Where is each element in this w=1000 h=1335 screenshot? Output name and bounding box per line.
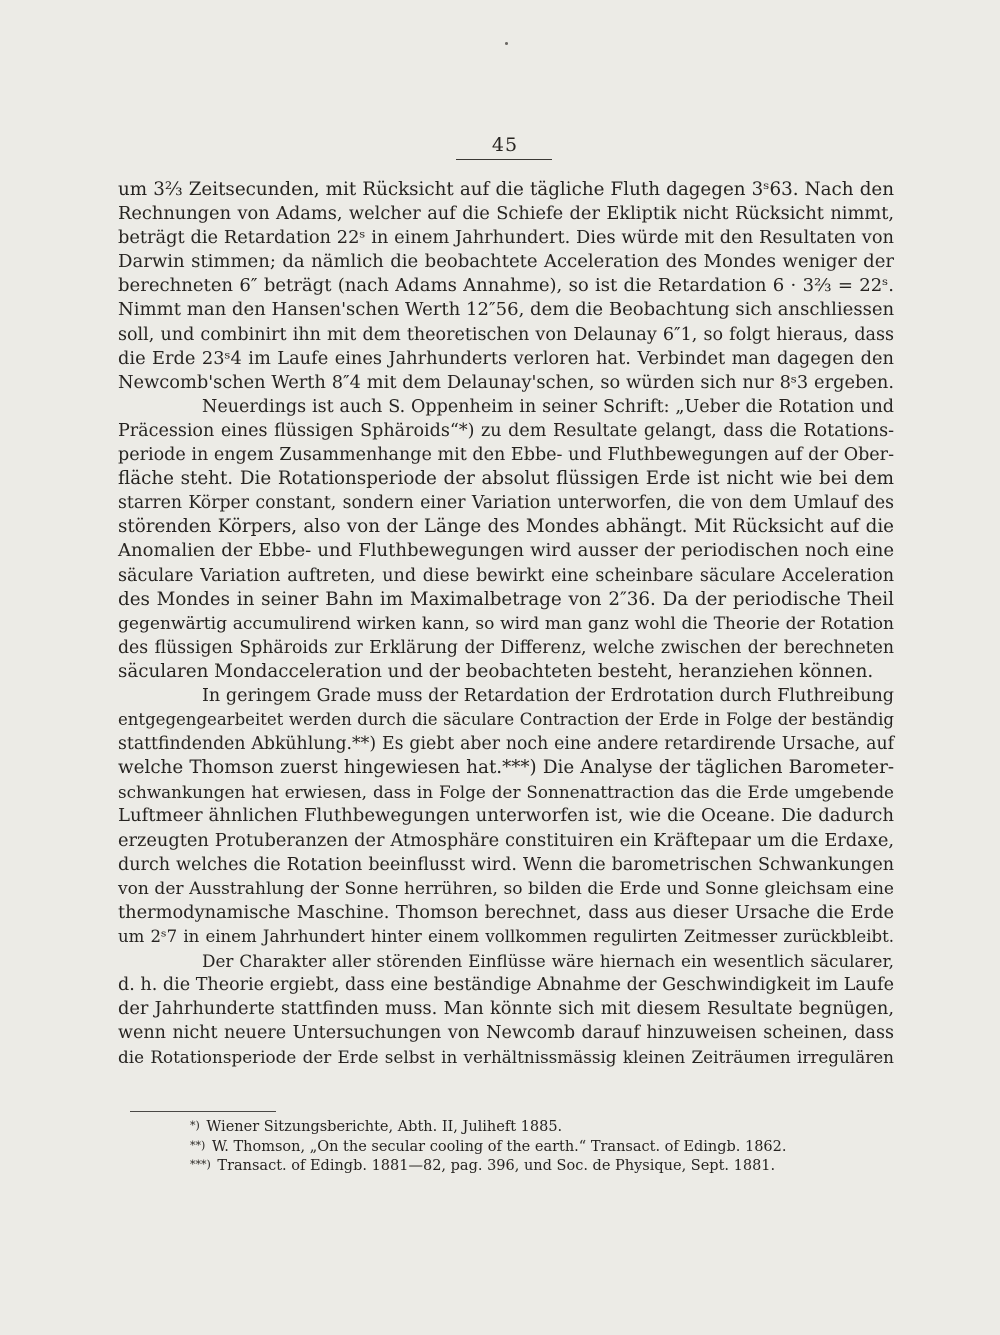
text-line: um 2ˢ7 in einem Jahrhundert hinter einem vollkommen regulirten Zeitmesser zurückbleibt. — [118, 926, 894, 946]
text-line: fläche steht. Die Rotationsperiode der absolut flüssigen Erde ist nicht wie bei dem — [118, 468, 894, 490]
text-line: gegenwärtig accumulirend wirken kann, so wird man ganz wohl die Theorie der Rotation — [118, 613, 894, 634]
footnote-mark: *) — [190, 1119, 200, 1132]
footnotes — [190, 1116, 870, 1175]
text-line: Rechnungen von Adams, welcher auf die Schiefe der Ekliptik nicht Rücksicht nimmt, — [118, 203, 894, 225]
text-line: säculare Variation auftreten, und diese bewirkt eine scheinbare säculare Acceleration — [118, 565, 894, 586]
text-line: Nimmt man den Hansen'schen Werth 12″56, dem die Beobachtung sich anschliessen — [118, 299, 895, 321]
footnote — [190, 1155, 870, 1175]
footnote-rule — [130, 1111, 276, 1112]
text-line: berechneten 6″ beträgt (nach Adams Annahme), so ist die Retardation 6 · 3⅔ = 22ˢ. — [118, 275, 894, 297]
text-line: von der Ausstrahlung der Sonne herrühren, so bilden die Erde und Sonne gleichsam eine — [118, 878, 894, 899]
text-line: Luftmeer ähnlichen Fluthbewegungen unterworfen ist, wie die Oceane. Die dadurch — [118, 805, 894, 827]
header-rule — [456, 159, 552, 160]
footnote-text: Wiener Sitzungsberichte, Abth. II, Juliheft 1885. — [206, 1119, 563, 1135]
text-line: periode in engem Zusammenhange mit den Ebbe- und Fluthbewegungen auf der Ober- — [118, 445, 894, 466]
text-line: starren Körper constant, sondern einer Variation unterworfen, die von dem Umlauf des — [118, 493, 894, 514]
text-line: durch welches die Rotation beeinflusst wird. Wenn die barometrischen Schwankungen — [118, 854, 894, 875]
footnote-mark: ***) — [190, 1158, 211, 1171]
text-line: erzeugten Protuberanzen der Atmosphäre constituiren ein Kräftepaar um die Erdaxe, — [118, 829, 894, 851]
text-line: des Mondes in seiner Bahn im Maximalbetrage von 2″36. Da der periodische Theil — [118, 588, 894, 610]
text-line: die Erde 23ˢ4 im Laufe eines Jahrhunderts verloren hat. Verbindet man dagegen den — [118, 347, 894, 369]
text-line: entgegengearbeitet werden durch die säculare Contraction der Erde in Folge der beständig — [118, 710, 894, 730]
footnote — [190, 1136, 870, 1156]
text-line: Präcession eines flüssigen Sphäroids“*) zu dem Resultate gelangt, dass die Rotations- — [118, 420, 894, 441]
footnote — [190, 1116, 870, 1136]
print-speck — [505, 42, 508, 45]
text-line: störenden Körpers, also von der Länge des Mondes abhängt. Mit Rücksicht auf die — [118, 516, 894, 538]
text-line: welche Thomson zuerst hingewiesen hat.***) Die Analyse der täglichen Barometer- — [118, 757, 894, 779]
text-line: wenn nicht neuere Untersuchungen von Newcomb darauf hinzuweisen scheinen, dass — [118, 1023, 894, 1044]
text-line: Anomalien der Ebbe- und Fluthbewegungen wird ausser der periodischen noch eine — [118, 540, 894, 562]
footnote-mark: **) — [190, 1138, 206, 1152]
text-line: thermodynamische Maschine. Thomson berechnet, dass aus dieser Ursache die Erde — [118, 901, 894, 923]
text-line: beträgt die Retardation 22ˢ in einem Jahrhundert. Dies würde mit den Resultaten von — [118, 227, 894, 249]
footnote-text: W. Thomson, „On the secular cooling of the earth.“ Transact. of Edingb. 1862. — [211, 1138, 787, 1155]
text-line: Newcomb'schen Werth 8″4 mit dem Delaunay'schen, so würden sich nur 8ˢ3 ergeben. — [118, 371, 894, 393]
text-line: um 3⅔ Zeitsecunden, mit Rücksicht auf die tägliche Fluth dagegen 3ˢ63. Nach den — [118, 179, 894, 200]
text-line: schwankungen hat erwiesen, dass in Folge der Sonnenattraction das die Erde umgebende — [118, 782, 894, 803]
paragraph-start-line: Neuerdings ist auch S. Oppenheim in seiner Schrift: „Ueber die Rotation und — [202, 396, 894, 417]
paragraph-end-line: säcularen Mondacceleration und der beobachteten besteht, heranziehen können. — [118, 660, 874, 682]
text-line: des flüssigen Sphäroids zur Erklärung der Differenz, welche zwischen der berechneten — [118, 637, 894, 658]
paragraph-start-line: Der Charakter aller störenden Einflüsse wäre hiernach ein wesentlich säcularer, — [202, 951, 894, 971]
text-line: der Jahrhunderte stattfinden muss. Man könnte sich mit diesem Resultate begnügen, — [118, 998, 894, 1020]
text-line: soll, und combinirt ihn mit dem theoretischen von Delaunay 6″1, so folgt hieraus, dass — [118, 324, 894, 345]
footnote-text: Transact. of Edingb. 1881—82, pag. 396, und Soc. de Physique, Sept. 1881. — [217, 1158, 776, 1174]
page-number: 45 — [491, 134, 519, 156]
text-line: stattfindenden Abkühlung.**) Es giebt aber noch eine andere retardirende Ursache, auf — [118, 734, 894, 755]
paragraph-start-line: In geringem Grade muss der Retardation der Erdrotation durch Fluthreibung — [202, 685, 894, 706]
text-line: die Rotationsperiode der Erde selbst in verhältnissmässig kleinen Zeiträumen irregulären — [118, 1047, 894, 1068]
body-text — [118, 178, 894, 1069]
text-line: Darwin stimmen; da nämlich die beobachtete Acceleration des Mondes weniger der — [118, 251, 894, 273]
text-line: d. h. die Theorie ergiebt, dass eine beständige Abnahme der Geschwindigkeit im Laufe — [118, 975, 894, 996]
